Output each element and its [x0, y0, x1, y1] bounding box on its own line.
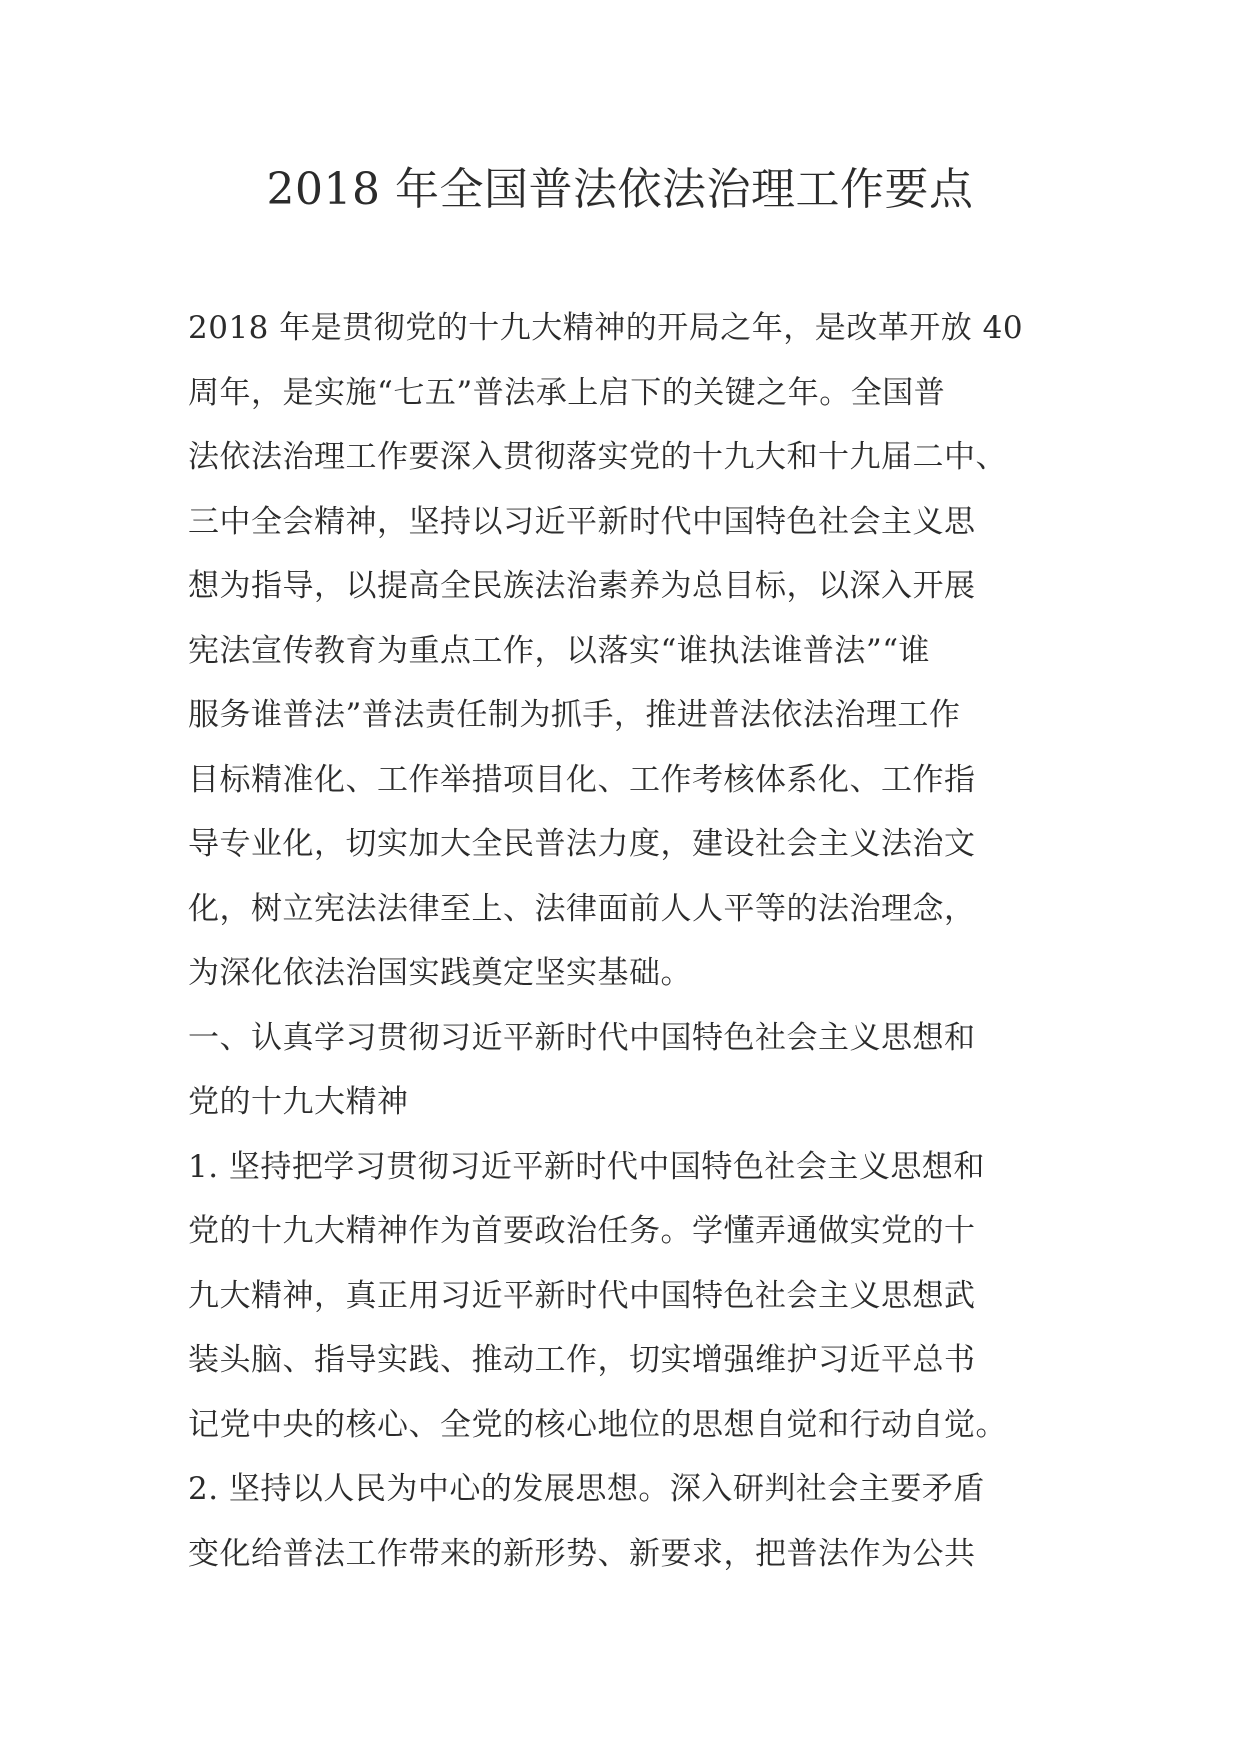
section-heading-1: 一、认真学习贯彻习近平新时代中国特色社会主义思想和 党的十九大精神: [188, 1019, 976, 1120]
item-paragraph-1: 1. 坚持把学习贯彻习近平新时代中国特色社会主义思想和 党的十九大精神作为首要政治任务。学懂弄通做实党的十 九大精神，真正用习近平新时代中国特色社会主义思想武 装头脑、指导实践、推动工作，切实增强维护习近平总书 记党中央的核心、全党的核心地位的思想自觉和行动自觉。: [188, 1148, 1007, 1443]
intro-paragraph: 2018 年是贯彻党的十九大精神的开局之年，是改革开放 40 周年，是实施“七五”普法承上启下的关键之年。全国普 法依法治理工作要深入贯彻落实党的十九大和十九届二中、 三中全会精神，坚持以习近平新时代中国特色社会主义思 想为指导，以提高全民族法治素养为总目标，以深入开展 宪法宣传教育为重点工作，以落实“谁执法谁普法”“谁 服务谁普法”普法责任制为抓手，推进普法依法治理工作 目标精准化、工作举措项目化、工作考核体系化、工作指 导专业化，切实加大全民普法力度，建设社会主义法治文 化，树立宪法法律至上、法律面前人人平等的法治理念， 为深化依法治国实践奠定坚实基础。: [188, 310, 1024, 991]
document-title: 2018 年全国普法依法治理工作要点: [266, 164, 974, 215]
document-body: [188, 296, 1036, 1586]
item-paragraph-2: 2. 坚持以人民为中心的发展思想。深入研判社会主要矛盾 变化给普法工作带来的新形势、新要求，把普法作为公共: [188, 1471, 985, 1572]
